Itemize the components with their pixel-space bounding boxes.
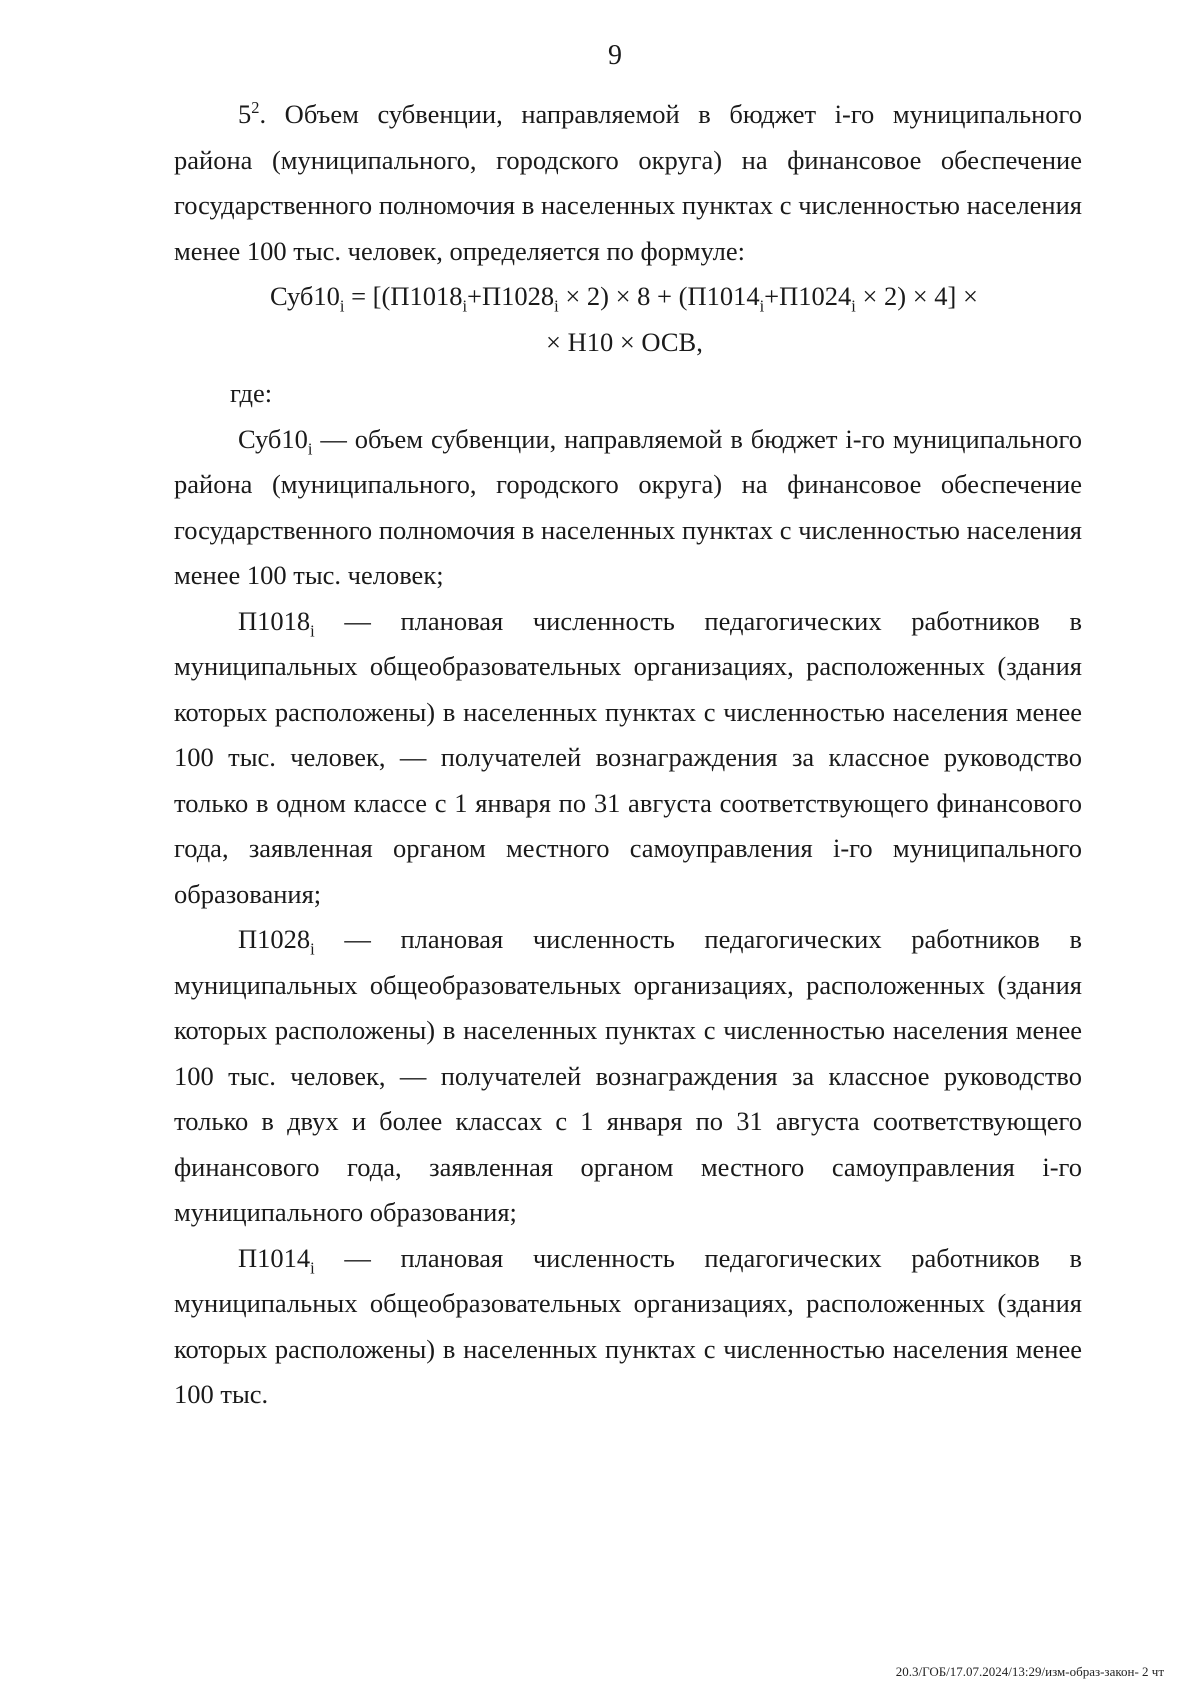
formula-part: × 2) × 8 + (П1014 — [558, 281, 760, 311]
definition-term: Суб10 — [238, 423, 308, 454]
definition-p1028 — [174, 917, 1082, 1236]
formula-part: +П1024 — [764, 281, 852, 311]
document-body — [174, 92, 1082, 1418]
formula-part: Суб10 — [270, 281, 340, 311]
definition-term: П1018 — [238, 605, 311, 636]
page-number: 9 — [608, 40, 622, 71]
definition-p1018 — [174, 599, 1082, 918]
formula-part: × 2) × 4] × — [855, 281, 978, 311]
definition-text: — плановая численность педагогических работников в муниципальных общеобразовательных организациях, расположенных (здания которых расположены) в населенных пунктах с численностью населения менее 100 тыс. — [174, 1242, 1082, 1409]
definition-text: — объем субвенции, направляемой в бюджет i-го муниципального района (муниципального, городского округа) на финансовое обеспечение государственного полномочия в населенных пунктах с численностью населения менее 100 тыс. человек; — [174, 423, 1082, 590]
term-subscript: i — [307, 438, 313, 458]
formula-line-2: × Н10 × ОСВ, — [546, 326, 703, 357]
formula-part: = [(П1018 — [344, 281, 463, 311]
formula-subscript: i — [554, 296, 559, 316]
term-subscript: i — [310, 1257, 315, 1277]
term-subscript: i — [310, 620, 315, 640]
term-subscript: i — [310, 939, 315, 959]
intro-text: . Объем субвенции, направляемой в бюджет i-го муниципального района (муниципального, городского округа) на финансовое обеспечение государственного полномочия в населенных пунктах с численностью населения менее 100 тыс. человек, определяется по формуле: — [174, 99, 1082, 266]
definition-term: П1028 — [238, 924, 311, 954]
formula-subscript: i — [339, 296, 345, 316]
definition-sub10 — [174, 417, 1082, 599]
formula-subscript: i — [759, 296, 765, 316]
formula-subscript: i — [851, 296, 856, 316]
intro-superscript: 2 — [251, 98, 260, 118]
where-label: где: — [230, 378, 273, 408]
footer-stamp: 20.3/ГОБ/17.07.2024/13:29/изм-образ-закон- 2 чт — [895, 1664, 1164, 1679]
formula-line-1 — [174, 274, 1082, 320]
intro-paragraph — [174, 92, 1082, 274]
formula-subscript: i — [462, 296, 468, 316]
intro-lead: 5 — [238, 99, 252, 129]
definition-term: П1014 — [238, 1242, 311, 1273]
definition-text: — плановая численность педагогических работников в муниципальных общеобразовательных организациях, расположенных (здания которых расположены) в населенных пунктах с численностью населения менее 100 тыс. человек, — получателей вознаграждения за классное руководство только в двух и более классах с 1 января по 31 августа соответствующего финансового года, заявленная органом местного самоуправления i-го муниципального образования; — [174, 924, 1082, 1227]
formula-part: +П1028 — [467, 281, 555, 311]
definition-p1014 — [174, 1236, 1082, 1418]
definition-text: — плановая численность педагогических работников в муниципальных общеобразовательных организациях, расположенных (здания которых расположены) в населенных пунктах с численностью населения менее 100 тыс. человек, — получателей вознаграждения за классное руководство только в одном классе с 1 января по 31 августа соответствующего финансового года, заявленная органом местного самоуправления i-го муниципального образования; — [174, 605, 1082, 909]
